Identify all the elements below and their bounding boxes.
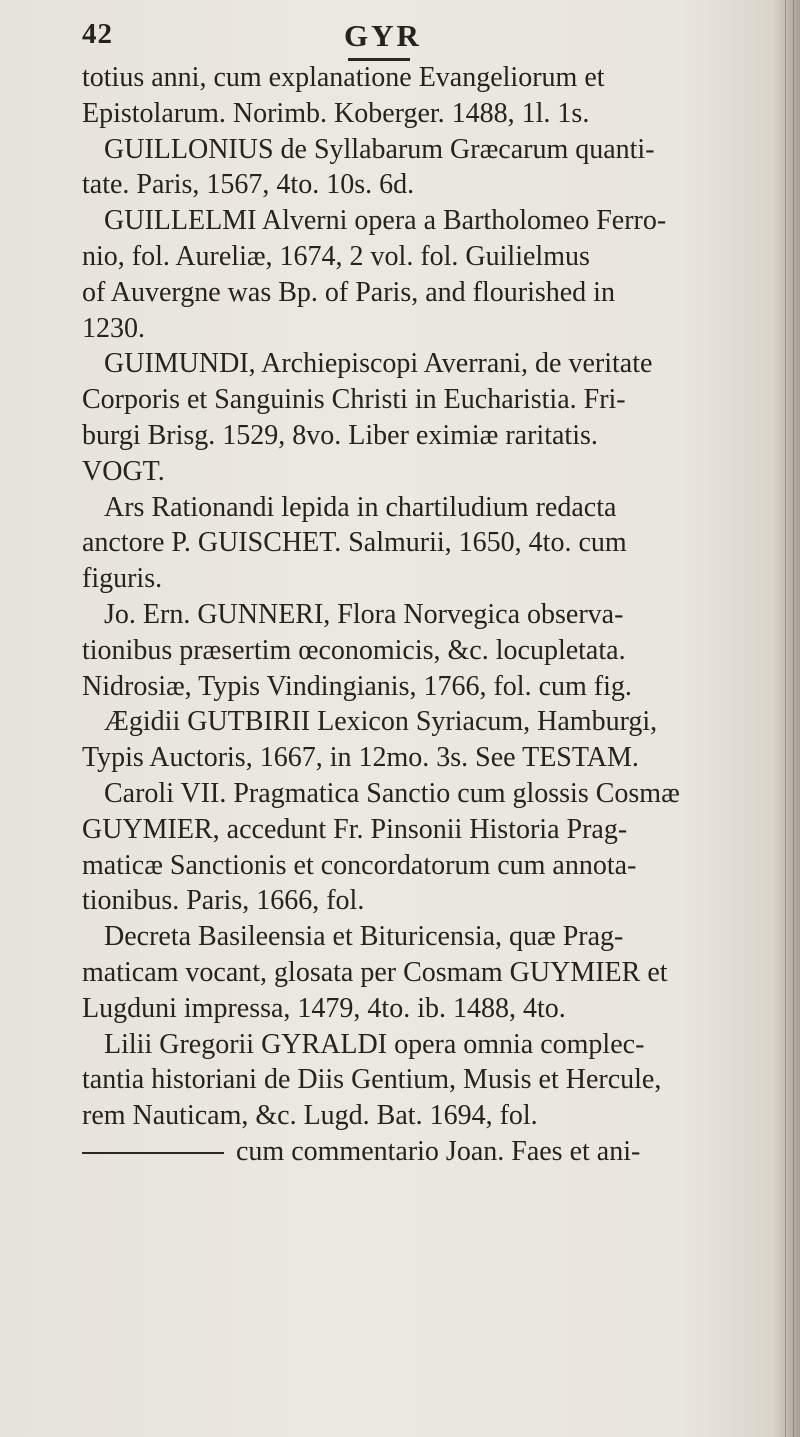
text-line: tionibus præsertim œconomicis, &c. locupletata.	[82, 634, 626, 666]
text-line: GUYMIER, accedunt Fr. Pinsonii Historia Prag-	[82, 813, 628, 845]
text-line: Lilii Gregorii GYRALDI opera omnia complec-	[104, 1028, 645, 1060]
text-line: maticam vocant, glosata per Cosmam GUYMIER et	[82, 956, 668, 988]
page-edge-shadow	[774, 0, 800, 1437]
running-head: GYR	[344, 18, 422, 53]
text-line: Lugduni impressa, 1479, 4to. ib. 1488, 4to.	[82, 992, 566, 1024]
text-line: figuris.	[82, 563, 163, 595]
text-line: Caroli VII. Pragmatica Sanctio cum glossis Cosmæ	[104, 777, 680, 809]
text-line: Ars Rationandi lepida in chartiludium redacta	[104, 491, 617, 523]
text-line: GUILLONIUS de Syllabarum Græcarum quanti-	[104, 133, 655, 165]
text-line: tantia historiani de Diis Gentium, Musis et Hercule,	[82, 1064, 662, 1096]
text-line: tionibus. Paris, 1666, fol.	[82, 885, 365, 917]
text-line: Epistolarum. Norimb. Koberger. 1488, 1l. 1s.	[82, 97, 590, 129]
text-line: Decreta Basileensia et Bituricensia, quæ Prag-	[104, 921, 624, 953]
page-number: 42	[82, 18, 113, 50]
text-line: maticæ Sanctionis et concordatorum cum annota-	[82, 849, 637, 881]
text-line: rem Nauticam, &c. Lugd. Bat. 1694, fol.	[82, 1100, 538, 1132]
text-line: GUILLELMI Alverni opera a Bartholomeo Ferro-	[104, 205, 667, 237]
text-line: 1230.	[82, 312, 145, 344]
catalogue-text	[82, 60, 742, 1170]
text-line: Ægidii GUTBIRII Lexicon Syriacum, Hamburgi,	[104, 706, 658, 738]
text-line: Jo. Ern. GUNNERI, Flora Norvegica observa-	[104, 598, 624, 630]
text-line: of Auvergne was Bp. of Paris, and flourished in	[82, 276, 615, 308]
text-line: Typis Auctoris, 1667, in 12mo. 3s. See TESTAM.	[82, 742, 639, 774]
ditto-dash	[82, 1152, 224, 1154]
text-line: GUIMUNDI, Archiepiscopi Averrani, de veritate	[104, 348, 653, 380]
text-line: anctore P. GUISCHET. Salmurii, 1650, 4to. cum	[82, 527, 627, 559]
text-line: tate. Paris, 1567, 4to. 10s. 6d.	[82, 169, 415, 201]
text-line: cum commentario Joan. Faes et ani-	[236, 1135, 641, 1167]
text-line: nio, fol. Aureliæ, 1674, 2 vol. fol. Guilielmus	[82, 240, 590, 272]
text-line: VOGT.	[82, 455, 165, 487]
page-edge-line	[785, 0, 786, 1437]
text-line: Nidrosiæ, Typis Vindingianis, 1766, fol. cum fig.	[82, 670, 632, 702]
page-edge-line	[793, 0, 794, 1437]
text-line: totius anni, cum explanatione Evangeliorum et	[82, 62, 605, 93]
text-line: burgi Brisg. 1529, 8vo. Liber eximiæ raritatis.	[82, 419, 598, 451]
text-line-with-dash	[82, 1134, 742, 1170]
page-header	[82, 18, 642, 58]
text-line: Corporis et Sanguinis Christi in Eucharistia. Fri-	[82, 384, 626, 416]
